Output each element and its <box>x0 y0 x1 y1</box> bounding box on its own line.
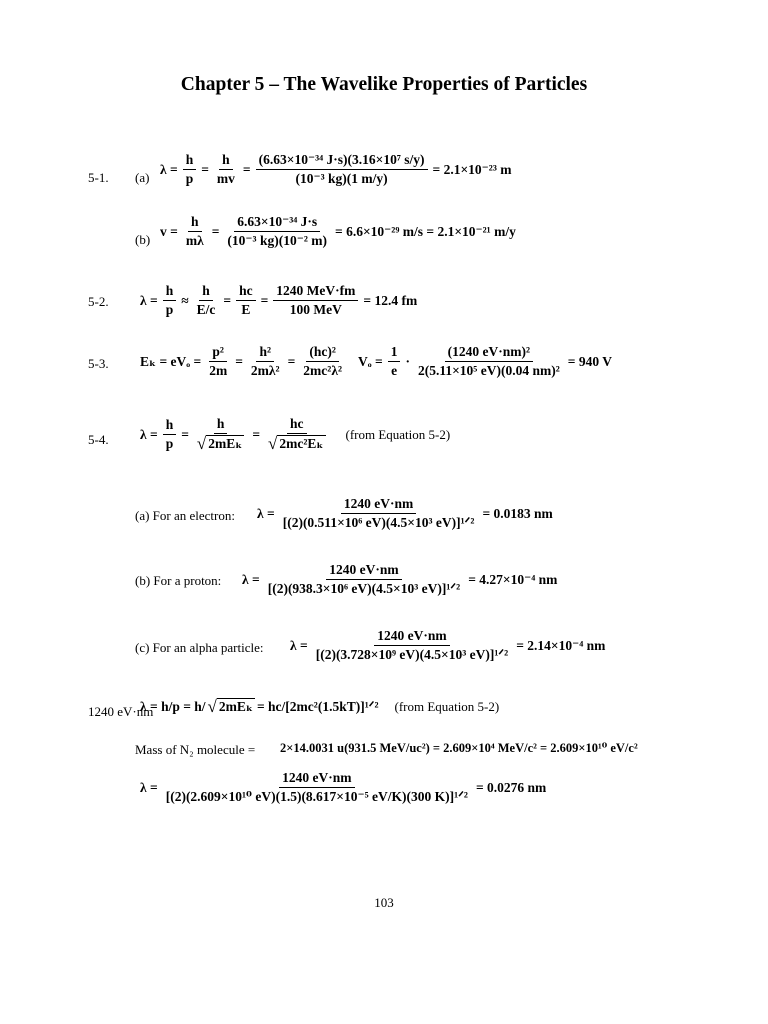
fraction: $\frac{1240 eV\cdot nm}{\text{[(2)(2.609×10¹⁰ eV)(1.5)(8.617×10⁻⁵ eV/K)(300 K)]¹ᐟ²}}$ <box>165 770 468 804</box>
square-root: √ 2mEₖ <box>207 697 253 716</box>
equation-lhs: v = <box>160 223 178 239</box>
radical-sign: √ <box>268 434 278 453</box>
problem-number-5-4: 5-4. <box>88 432 109 447</box>
fraction: $\frac{h}{E/c}$ <box>196 283 216 317</box>
fraction: $\frac{h}{p}$ <box>163 283 177 318</box>
problem-number-5-5: 1240 eV·nm <box>88 704 154 719</box>
chapter-title: Chapter 5 – The Wavelike Properties of Particles <box>180 74 588 95</box>
problem-number-5-1: 5-1. <box>88 170 109 185</box>
radical-sign: √ <box>196 434 207 453</box>
part-b-label: (b) For a proton: <box>135 573 222 588</box>
fraction: $\frac{1240 eV\cdot nm}{\text{[(2)(3.728×10⁹ eV)(4.5×10³ eV)]¹ᐟ²}}$ <box>315 628 509 662</box>
equation-result: = 2.14×10⁻⁴ nm <box>516 637 606 653</box>
equation-lhs: λ = <box>257 505 275 521</box>
fraction: $\frac{h}{p}$ <box>163 417 177 452</box>
equation-5-1b: v = $\frac{h}{m\lambda}$ = $\frac{\text{6.63×10⁻³⁴ J·s}}{\text{(10⁻³ kg)(10⁻² m)}}$ = 6.6×10⁻²⁹ m/s = 2.1×10⁻²¹ m/y <box>160 214 516 248</box>
part-label-b: (b) <box>135 232 151 247</box>
equation-lhs: λ = <box>140 779 158 795</box>
fraction: hc √ 2mc²Eₖ <box>268 416 324 453</box>
square-root: √ 2mc²Eₖ <box>268 434 324 453</box>
equation-5-5: λ = h/p = h/ √ 2mEₖ = hc/[2mc²(1.5kT)]¹ᐟ² (from Equation 5-2) <box>140 697 500 716</box>
equation-lhs: λ = <box>242 571 260 587</box>
equation-reference: (from Equation 5-2) <box>394 699 500 714</box>
equation-result: = 4.27×10⁻⁴ nm <box>468 571 558 587</box>
mass-label: Mass of N₂ molecule = <box>135 742 256 757</box>
part-c-label: (c) For an alpha particle: <box>135 640 264 655</box>
page-number: 103 <box>374 895 394 910</box>
equation-lhs: λ = <box>140 292 158 308</box>
equation-result: = 6.6×10⁻²⁹ m/s = 2.1×10⁻²¹ m/y <box>335 223 516 239</box>
fraction: $\frac{h}{m\lambda}$ <box>185 214 204 248</box>
equation-5-4: λ = $\frac{h}{p}$ = h √ 2mEₖ = hc √ 2mc²Eₖ (from Equation 5-2) <box>140 416 451 453</box>
mass-equation: 2×14.0031 u(931.5 MeV/uc²) = 2.609×10⁴ MeV/c² = 2.609×10¹⁰ eV/c² <box>280 741 638 755</box>
fraction: $\frac{\text{(6.63×10⁻³⁴ J·s)(3.16×10⁷ s/y)}}{\text{(10⁻³ kg)(1 m/y)}}$ <box>256 152 428 187</box>
equation-result: = 0.0276 nm <box>475 779 547 795</box>
equation-result: = 0.0183 nm <box>482 505 553 521</box>
equation-reference: (from Equation 5-2) <box>345 426 451 442</box>
radical-sign: √ <box>207 697 217 716</box>
problem-number-5-2: 5-2. <box>88 294 109 309</box>
vo-lhs: Vₒ = <box>358 353 383 369</box>
fraction: $\frac{\text{(hc)²}}{\text{2mc²λ²}}$ <box>303 344 343 378</box>
equation-5-4a <box>255 496 555 531</box>
problem-number-5-3: 5-3. <box>88 356 109 371</box>
equation-result: = 940 V <box>567 353 612 369</box>
fraction: $\frac{\text{p²}}{2m}$ <box>209 344 228 378</box>
fraction: $\frac{\text{6.63×10⁻³⁴ J·s}}{\text{(10⁻³ kg)(10⁻² m)}}$ <box>227 214 328 248</box>
equation-lhs: λ = <box>160 161 178 177</box>
fraction: $\frac{\text{1240 MeV·fm}}{\text{100 MeV}}$ <box>273 283 358 318</box>
fraction: $\frac{\text{h²}}{\text{2mλ²}}$ <box>250 344 280 378</box>
fraction: $\frac{1240 eV\cdot nm}{\text{[(2)(938.3×10⁶ eV)(4.5×10³ eV)]¹ᐟ²}}$ <box>267 562 461 596</box>
equation-5-5-result <box>138 770 548 805</box>
fraction: $\frac{1}{e}$ <box>388 344 401 379</box>
equation-lhs: Eₖ = eVₒ = <box>140 353 202 369</box>
fraction: $\frac{1240 eV\cdot nm}{\text{[(2)(0.511×10⁶ eV)(4.5×10³ eV)]¹ᐟ²}}$ <box>282 496 475 530</box>
equation-result: = 12.4 fm <box>363 292 418 308</box>
fraction: h √ 2mEₖ <box>196 416 243 453</box>
fraction: $\frac{\text{(1240 eV·nm)²}}{\text{2(5.11×10⁵ eV)(0.04 nm)²}}$ <box>417 344 560 378</box>
square-root: √ 2mEₖ <box>196 434 243 453</box>
fraction: $\frac{h}{mv}$ <box>216 152 235 186</box>
equation-lhs: λ = <box>290 637 308 653</box>
equation-5-2: λ = $\frac{h}{p}$ ≈ $\frac{h}{E/c}$ = $\frac{hc}{E}$ = $\frac{\text{1240 MeV·fm}}{\text{100 MeV}}$ = 12.4 fm <box>140 283 418 317</box>
fraction: $\frac{hc}{E}$ <box>236 283 256 318</box>
part-label-a: (a) <box>135 170 150 185</box>
equation-result: = 2.1×10⁻²³ m <box>432 161 512 177</box>
equation-5-4b <box>240 562 559 597</box>
fraction: $\frac{h}{p}$ <box>183 152 197 187</box>
equation-5-3: Eₖ = eVₒ = $\frac{\text{p²}}{2m}$ = $\frac{\text{h²}}{\text{2mλ²}}$ = $\frac{\text{(hc)²}}{\text{2mc²λ²}}$ Vₒ = $\frac{1}{e}$ · $\frac{\text{(1240 eV·nm)²}}{\text{2(5.11×10⁵ eV)(0.04 nm)²}}$ = 940 V <box>140 344 612 378</box>
part-a-label: (a) For an electron: <box>135 508 235 523</box>
equation-lhs: λ = <box>140 426 158 442</box>
equation-5-1a: λ = $\frac{h}{p}$ = $\frac{h}{mv}$ = $\frac{\text{(6.63×10⁻³⁴ J·s)(3.16×10⁷ s/y)}}{\text{(10⁻³ kg)(1 m/y)}}$ = 2.1×10⁻²³ m <box>160 152 512 186</box>
equation-5-4c <box>288 628 607 663</box>
